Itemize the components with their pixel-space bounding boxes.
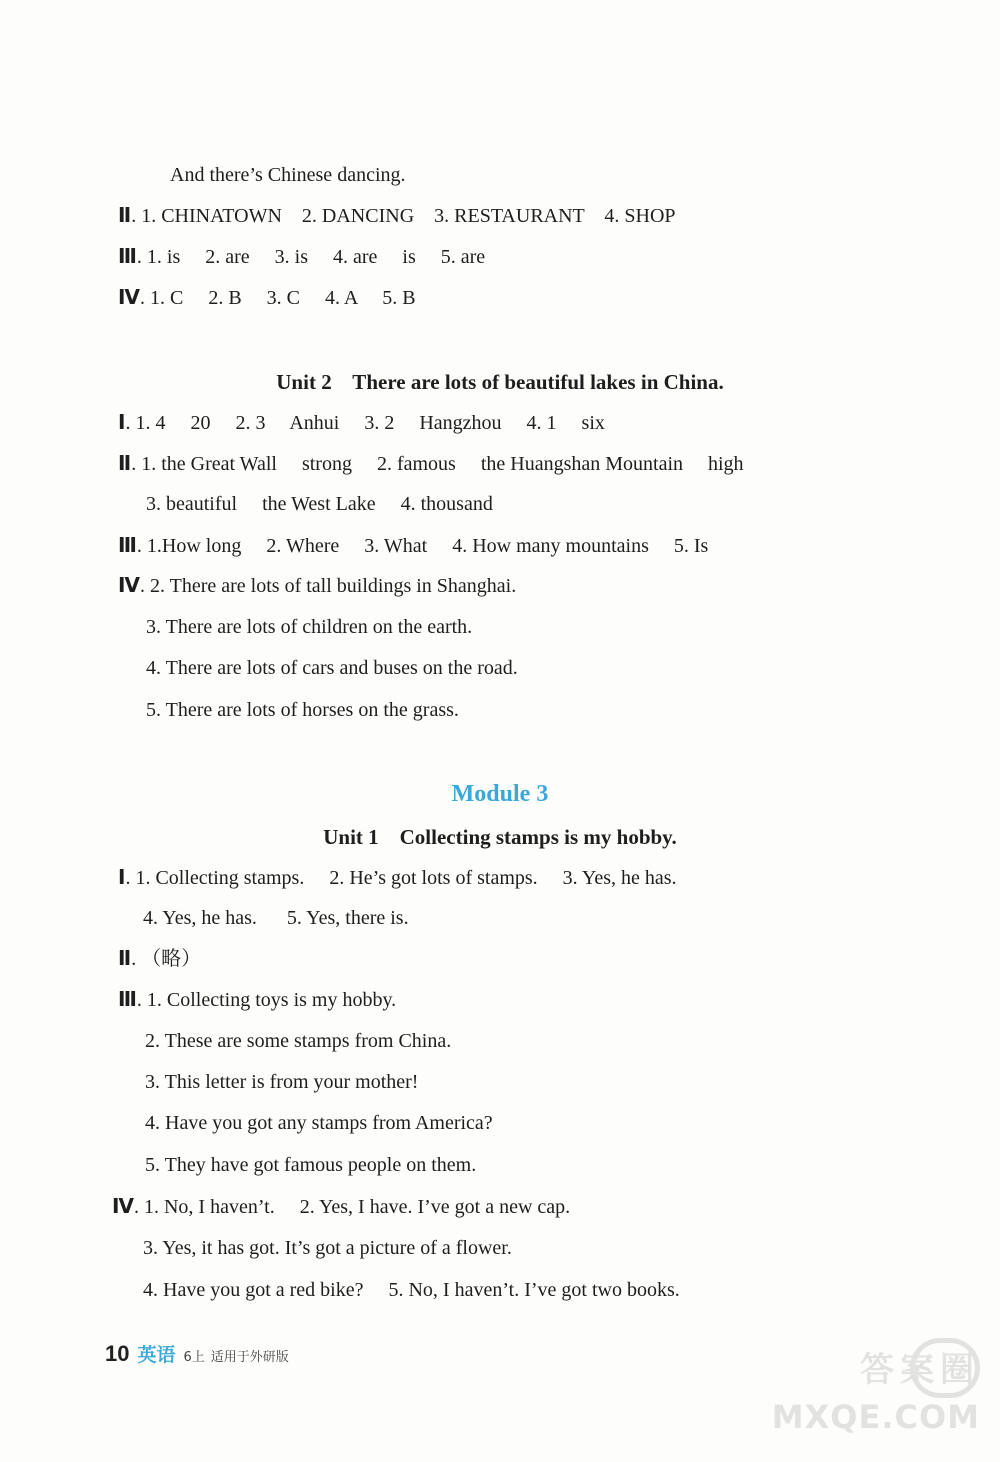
answer-line: 5. They have got famous people on them. — [145, 1154, 477, 1176]
roman-numeral: Ⅳ — [112, 1196, 134, 1218]
watermark-top-text: 答案圈 — [860, 1350, 980, 1390]
roman-numeral: Ⅲ — [118, 535, 137, 557]
roman-numeral: Ⅱ — [118, 453, 132, 475]
watermark-bottom-text: MXQE.COM — [771, 1398, 980, 1436]
answer-line-iv — [112, 1194, 570, 1220]
roman-numeral: Ⅱ — [118, 205, 132, 227]
answer-line: 2. These are some stamps from China. — [145, 1030, 452, 1052]
answer-text: . 1. 4 20 2. 3 Anhui 3. 2 Hangzhou 4. 1 six — [125, 412, 605, 434]
watermark — [710, 1342, 980, 1442]
answer-line: 4. There are lots of cars and buses on the road. — [146, 657, 518, 679]
answer-line-ii — [118, 203, 676, 229]
roman-numeral: Ⅳ — [118, 575, 140, 597]
answer-line: 5. There are lots of horses on the grass. — [146, 699, 459, 721]
answer-line: 3. This letter is from your mother! — [145, 1071, 419, 1093]
roman-numeral: Ⅳ — [118, 287, 140, 309]
grade-label: 6上 — [183, 1350, 205, 1365]
answer-text: . 1. Collecting stamps. 2. He’s got lots of stamps. 3. Yes, he has. — [125, 867, 677, 889]
answer-text: . 1. the Great Wall strong 2. famous the Huangshan Mountain high — [131, 453, 744, 475]
answer-text: . 1.How long 2. Where 3. What 4. How many mountains 5. Is — [136, 535, 709, 557]
answer-text: . 1. CHINATOWN 2. DANCING 3. RESTAURANT 4. SHOP — [131, 205, 676, 227]
roman-numeral: Ⅰ — [118, 867, 126, 889]
edition-label: 适用于外研版 — [210, 1350, 289, 1365]
answer-line: And there’s Chinese dancing. — [170, 164, 406, 186]
answer-text: . 1. is 2. are 3. is 4. are is 5. are — [136, 246, 486, 268]
answer-text: . 1. C 2. B 3. C 4. A 5. B — [139, 287, 416, 309]
answer-text: . （略） — [131, 948, 202, 970]
answer-line-ii — [118, 946, 201, 972]
roman-numeral: Ⅲ — [118, 989, 137, 1011]
answer-line-iv — [118, 573, 516, 599]
roman-numeral: Ⅱ — [118, 948, 132, 970]
roman-numeral: Ⅲ — [118, 246, 137, 268]
roman-numeral: Ⅰ — [118, 412, 126, 434]
answer-line: 4. Have you got any stamps from America? — [145, 1112, 493, 1134]
answer-line-iii — [118, 533, 708, 559]
answer-line-iii — [118, 987, 396, 1013]
page-number: 10 — [105, 1341, 130, 1366]
answer-line-iii — [118, 244, 485, 270]
answer-line: 3. beautiful the West Lake 4. thousand — [146, 493, 493, 515]
page-footer — [105, 1340, 289, 1366]
answer-line-i — [118, 410, 605, 436]
subject-label: 英语 — [137, 1344, 176, 1366]
unit-title: Unit 1 Collecting stamps is my hobby. — [323, 825, 677, 849]
answer-line-iv — [118, 285, 416, 311]
answer-text: . 1. No, I haven’t. 2. Yes, I have. I’ve got a new cap. — [133, 1196, 571, 1218]
answer-line: 4. Yes, he has. 5. Yes, there is. — [143, 907, 409, 929]
answer-line: 3. Yes, it has got. It’s got a picture of a flower. — [143, 1237, 512, 1259]
module-title: Module 3 — [451, 781, 549, 807]
answer-text: . 2. There are lots of tall buildings in Shanghai. — [139, 575, 517, 597]
unit-title: Unit 2 There are lots of beautiful lakes in China. — [276, 370, 724, 394]
answer-line: 4. Have you got a red bike? 5. No, I haven’t. I’ve got two books. — [143, 1279, 680, 1301]
answer-line: 3. There are lots of children on the earth. — [146, 616, 473, 638]
answer-text: . 1. Collecting toys is my hobby. — [136, 989, 397, 1011]
answer-line-ii — [118, 451, 744, 477]
answer-line-i — [118, 865, 677, 891]
